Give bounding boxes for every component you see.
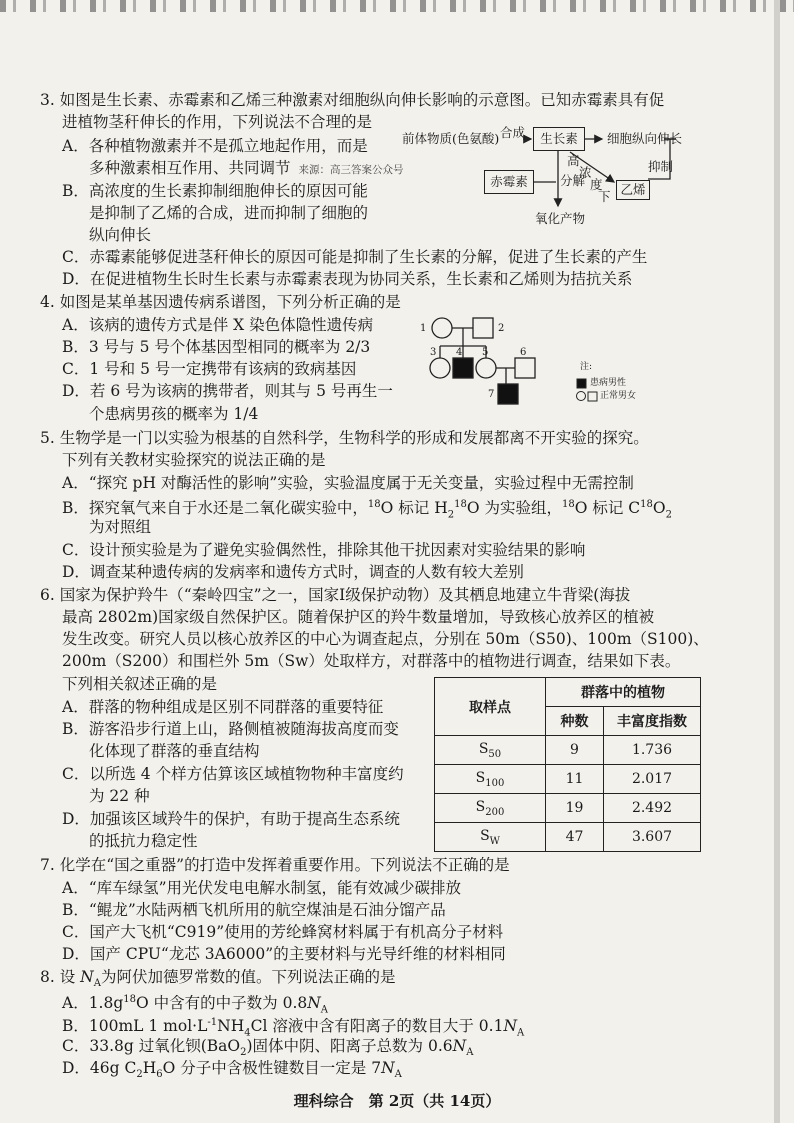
page-footer: 理科综合 第 2页（共 14页） xyxy=(293,1092,501,1110)
q3-option-b-line1: B．高浓度的生长素抑制细胞伸长的原因可能 xyxy=(62,182,368,200)
pedigree-label-2: 2 xyxy=(498,323,505,334)
q6-stem-line3: 发生改变。研究人员以核心放养区的中心为调查起点，分别在 50m（S50)、100m（S100)、 xyxy=(62,630,709,648)
q6-option-d-line2: 的抵抗力稳定性 xyxy=(89,832,198,850)
scan-top-edge xyxy=(0,0,794,12)
table-cell-site: $S_{50}$ xyxy=(435,736,546,765)
table-cell-site: $S_{200}$ xyxy=(435,794,546,823)
q4-option-a: A．该病的遗传方式是伴 X 染色体隐性遗传病 xyxy=(62,316,374,334)
plant-survey-table xyxy=(434,677,701,852)
q3-option-b-line2: 是抑制了乙烯的合成，进而抑制了细胞的 xyxy=(89,204,369,222)
pedigree-legend-normal: 正常男女 xyxy=(600,391,637,401)
table-row xyxy=(435,823,701,852)
q6-stem-line2: 最高 2802m)国家级自然保护区。随着保护区的羚牛数量增加，导致核心放养区的植被 xyxy=(62,608,655,626)
table-header-site: 取样点 xyxy=(435,678,546,736)
q8-option-c: C．33.8g 过氧化钡(BaO$_2$)固体中阴、阳离子总数为 $0.6N_A$ xyxy=(62,1037,474,1059)
hormone-diagram xyxy=(402,122,702,242)
q7-stem: 7. 化学在“国之重器”的打造中发挥着重要作用。下列说法不正确的是 xyxy=(40,856,510,874)
table-cell-site: $S_W$ xyxy=(435,823,546,852)
elongation-label: 细胞纵向伸长 xyxy=(607,131,683,146)
q5-stem-line2: 下列有关教材实验探究的说法正确的是 xyxy=(62,451,326,469)
q3-option-a-line2: 多种激素相互作用、共同调节 来源：高三答案公众号 xyxy=(89,159,404,177)
q6-stem-line5: 下列相关叙述正确的是 xyxy=(62,675,218,693)
q5-stem-line1: 5. 生物学是一门以实验为根基的自然科学，生物科学的形成和发展都离不开实验的探究。 xyxy=(40,429,649,447)
q4-stem: 4. 如图是某单基因遗传病系谱图，下列分析正确的是 xyxy=(40,293,401,311)
q3-option-c: C．赤霉素能够促进茎秆伸长的原因可能是抑制了生长素的分解，促进了生长素的产生 xyxy=(62,248,648,266)
high-label: 高 xyxy=(567,153,580,168)
table-cell-site: $S_{100}$ xyxy=(435,765,546,794)
q5-option-c: C．设计预实验是为了避免实验偶然性，排除其他干扰因素对实验结果的影响 xyxy=(62,541,586,559)
table-row xyxy=(435,736,701,765)
q7-option-b: B．“鲲龙”水陆两栖飞机所用的航空煤油是石油分馏产品 xyxy=(62,901,446,919)
q6-option-b-line1: B．游客沿步行道上山，路侧植被随海拔高度而变 xyxy=(62,720,399,738)
q8-option-a: A．$1.8g^{18}O$ 中含有的中子数为 $0.8N_A$ xyxy=(62,994,329,1016)
q6-option-c-line1: C．以所选 4 个样方估算该区域植物物种丰富度约 xyxy=(62,765,404,783)
scan-right-edge xyxy=(774,0,780,1123)
pedigree-label-4: 4 xyxy=(456,347,463,358)
table-header-species: 种数 xyxy=(546,707,604,736)
gibberellin-box: 赤霉素 xyxy=(484,170,534,194)
table-cell-richness: 2.017 xyxy=(604,765,701,794)
precursor-label: 前体物质(色氨酸) xyxy=(402,131,500,146)
q3-stem-line1: 3. 如图是生长素、赤霉素和乙烯三种激素对细胞纵向伸长影响的示意图。已知赤霉素具有促 xyxy=(40,91,665,109)
pedigree-label-1: 1 xyxy=(420,323,427,334)
q3-option-b-line3: 纵向伸长 xyxy=(89,226,152,244)
ethylene-box: 乙烯 xyxy=(616,180,650,200)
table-cell-richness: 1.736 xyxy=(604,736,701,765)
pedigree-label-6: 6 xyxy=(520,347,527,358)
q6-option-d-line1: D．加强该区域羚牛的保护，有助于提高生态系统 xyxy=(62,810,400,828)
q8-stem: 8. 设 $N_A$为阿伏加德罗常数的值。下列说法正确的是 xyxy=(40,968,396,990)
q6-stem-line1: 6. 国家为保护羚牛（“秦岭四宝”之一，国家Ⅰ级保护动物）及其栖息地建立牛背梁(海拔 xyxy=(40,586,631,604)
q5-option-d: D．调查某种遗传病的发病率和遗传方式时，调查的人数有较大差别 xyxy=(62,563,524,581)
q7-option-c: C．国产大飞机“C919”使用的芳纶蜂窝材料属于有机高分子材料 xyxy=(62,923,504,941)
q3-option-a-line1: A．各种植物激素并不是孤立地起作用，而是 xyxy=(62,137,368,155)
q6-stem-line4: 200m（S200）和围栏外 5m（Sw）处取样方，对群落中的植物进行调查，结果如下表。 xyxy=(62,652,681,670)
table-row xyxy=(435,765,701,794)
pedigree-chart xyxy=(420,312,660,412)
table-cell-species: 19 xyxy=(546,794,604,823)
q7-option-a: A．“库车绿氢”用光伏发电电解水制氢，能有效减少碳排放 xyxy=(62,879,462,897)
q4-option-b: B．3 号与 5 号个体基因型相同的概率为 2/3 xyxy=(62,338,371,356)
inhibit-label: 抑制 xyxy=(648,159,674,174)
synthesis-label: 合成 xyxy=(500,125,526,140)
source-watermark: 来源：高三答案公众号 xyxy=(298,164,404,176)
table-cell-species: 11 xyxy=(546,765,604,794)
q6-option-c-line2: 为 22 种 xyxy=(89,787,150,805)
q4-option-c: C．1 号和 5 号一定携带有该病的致病基因 xyxy=(62,360,357,378)
under-label: 下 xyxy=(598,189,611,204)
pedigree-legend-title: 注: xyxy=(580,362,593,372)
q7-option-d: D．国产 CPU“龙芯 3A6000”的主要材料与光导纤维的材料相同 xyxy=(62,945,506,963)
oxidation-product-label: 氧化产物 xyxy=(535,211,586,226)
q8-option-b: B．100mL 1 $mol\cdot L^{-1}NH_4Cl$ 溶液中含有阳离子的数目大于 $0.1N_A$ xyxy=(62,1017,525,1039)
pedigree-label-7: 7 xyxy=(488,389,495,400)
q6-option-b-line2: 化体现了群落的垂直结构 xyxy=(89,742,260,760)
table-header-plants: 群落中的植物 xyxy=(546,678,701,707)
auxin-box: 生长素 xyxy=(533,127,585,151)
table-header-richness: 丰富度指数 xyxy=(604,707,701,736)
q3-option-d: D．在促进植物生长时生长素与赤霉素表现为协同关系，生长素和乙烯则为拮抗关系 xyxy=(62,270,633,288)
table-cell-richness: 2.492 xyxy=(604,794,701,823)
table-cell-species: 47 xyxy=(546,823,604,852)
table-cell-species: 9 xyxy=(546,736,604,765)
table-row xyxy=(435,794,701,823)
q5-option-b-line2: 为对照组 xyxy=(89,518,152,536)
q3-stem-line2: 进植物茎秆伸长的作用，下列说法不合理的是 xyxy=(62,113,373,131)
q8-option-d: D．46g $C_2H_6O$ 分子中含极性键数目一定是 $7N_A$ xyxy=(62,1059,402,1081)
table-cell-richness: 3.607 xyxy=(604,823,701,852)
q6-option-a: A．群落的物种组成是区别不同群落的重要特征 xyxy=(62,698,384,716)
concentration-label: 浓 xyxy=(579,165,592,180)
q4-option-d-line2: 个患病男孩的概率为 1/4 xyxy=(89,405,259,423)
q5-option-b-line1: B．探究氧气来自于水还是二氧化碳实验中，$^{18}$O 标记 $H_2^{18}O$ 为实验组，$^{18}$O 标记 $C^{18}O_2$ xyxy=(62,499,672,521)
pedigree-legend-affected: 患病男性 xyxy=(590,378,627,388)
q4-option-d-line1: D．若 6 号为该病的携带者，则其与 5 号再生一 xyxy=(62,382,393,400)
pedigree-label-5: 5 xyxy=(482,347,489,358)
degree-label: 度 xyxy=(590,177,603,192)
q5-option-a: A．“探究 pH 对酶活性的影响”实验，实验温度属于无关变量，实验过程中无需控制 xyxy=(62,474,634,492)
decompose-label: 分解 xyxy=(560,173,586,188)
pedigree-label-3: 3 xyxy=(430,347,437,358)
